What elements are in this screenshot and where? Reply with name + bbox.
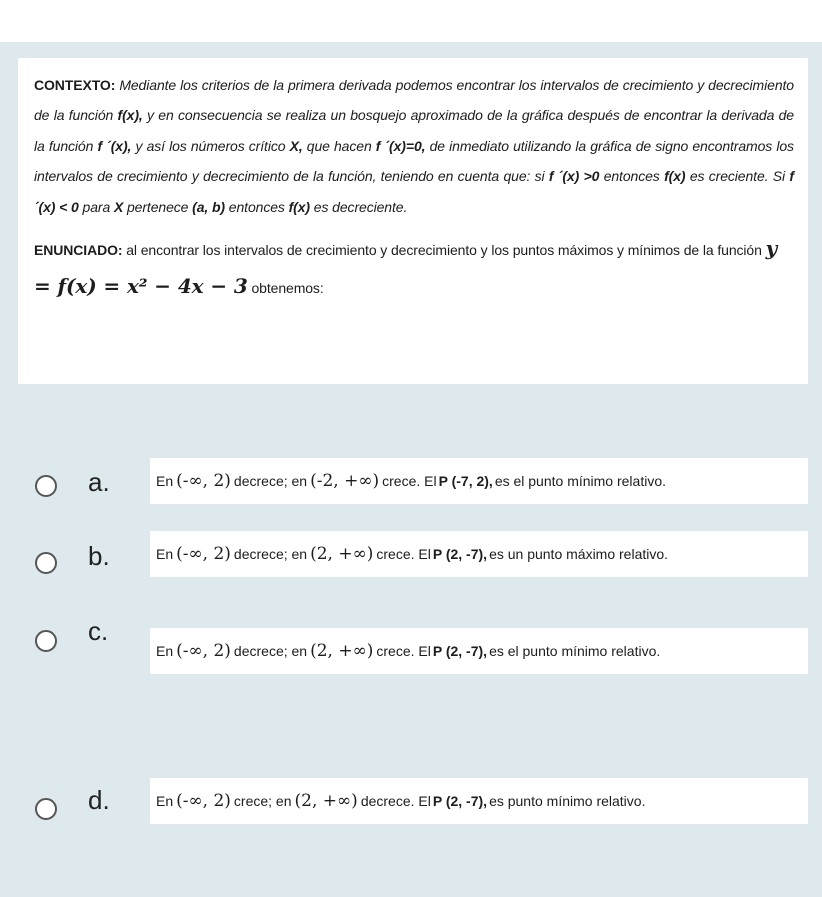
option-interval: (-∞, 2) [176, 471, 231, 491]
option-interval: (2, +∞) [310, 544, 374, 564]
context-math: X, [289, 137, 303, 154]
option-word: En [156, 546, 174, 562]
context-text: para [82, 198, 111, 215]
context-math: (a, b) [192, 198, 225, 215]
context-math: f ´(x)=0, [375, 137, 426, 154]
option-letter: d. [88, 785, 110, 815]
option-word: crece; en [233, 793, 292, 809]
option-word: En [156, 473, 174, 489]
context-text: Mediante los criterios de la primera derivada podemos encontrar los intervalos de crecimiento y decrecimiento de la función [34, 77, 794, 124]
option-interval: (-2, +∞) [310, 471, 380, 491]
option-interval: (-∞, 2) [176, 544, 231, 564]
context-text: y así los números crítico [135, 137, 286, 154]
option-word: crece. El [376, 546, 431, 562]
statement-formula: y = f(x) = x² − 4x − 3 [34, 236, 778, 299]
option-word: En [156, 793, 174, 809]
statement-label: ENUNCIADO: [34, 242, 123, 259]
option-word: es el punto mínimo relativo. [494, 473, 667, 489]
radio-option-c[interactable] [35, 630, 57, 652]
context-text: entonces [228, 198, 285, 215]
option-point: P (-7, 2), [438, 473, 493, 489]
option-word: es punto mínimo relativo. [489, 793, 646, 809]
context-text: y en consecuencia se realiza un bosquejo aproximado de la gráfica después de encontrar la derivada de la función [34, 107, 794, 154]
top-strip [0, 0, 822, 42]
option-text [150, 628, 808, 674]
option-word: crece. El [382, 473, 437, 489]
context-text: pertenece [126, 198, 189, 215]
option-word: En [156, 643, 174, 659]
option-d[interactable] [0, 776, 822, 836]
option-word: es el punto mínimo relativo. [489, 643, 661, 659]
option-letter: c. [88, 616, 109, 646]
option-b[interactable] [0, 527, 822, 587]
option-word: crece. El [376, 643, 431, 659]
option-word: es un punto máximo relativo. [489, 546, 669, 562]
context-math: f(x), [117, 107, 143, 124]
option-point: P (2, -7), [432, 793, 488, 809]
context-math: f ´(x), [97, 137, 132, 154]
option-text [150, 458, 808, 504]
statement-tail: obtenemos: [251, 280, 324, 297]
statement-text: al encontrar los intervalos de crecimiento y decrecimiento y los puntos máximos y mínimos de la función [126, 242, 762, 259]
context-text: entonces [603, 168, 660, 185]
context-text: de inmediato utilizando la gráfica de signo encontramos los intervalos de crecimiento y decrecimiento de la función, teniendo en cuenta que: si [34, 137, 794, 185]
option-word: decrece. El [360, 793, 431, 809]
radio-option-a[interactable] [35, 475, 57, 497]
context-math: f ´(x) >0 [548, 168, 600, 185]
option-word: decrece; en [233, 546, 308, 562]
option-word: decrece; en [233, 643, 308, 659]
option-point: P (2, -7), [432, 546, 488, 562]
question-card [18, 58, 808, 384]
context-text: que hacen [306, 137, 372, 154]
context-math: X [113, 198, 124, 215]
option-text [150, 531, 808, 577]
radio-option-d[interactable] [35, 798, 57, 820]
option-interval: (2, +∞) [294, 791, 358, 811]
option-interval: (-∞, 2) [176, 791, 231, 811]
option-letter: a. [88, 467, 110, 497]
context-text: es creciente. Si [689, 168, 786, 185]
option-interval: (2, +∞) [310, 641, 374, 661]
option-letter: b. [88, 541, 110, 571]
statement-paragraph [34, 230, 794, 306]
option-c[interactable] [0, 612, 822, 672]
context-math: f(x) [664, 168, 686, 185]
context-paragraph [34, 70, 794, 222]
option-point: P (2, -7), [432, 643, 488, 659]
context-math: f ´(x) < 0 [34, 168, 794, 215]
option-interval: (-∞, 2) [176, 641, 231, 661]
option-text [150, 778, 808, 824]
context-text: es decreciente. [313, 198, 408, 215]
option-a[interactable] [0, 450, 822, 510]
option-word: decrece; en [233, 473, 308, 489]
radio-option-b[interactable] [35, 552, 57, 574]
context-label: CONTEXTO: [34, 77, 116, 93]
context-math: f(x) [288, 198, 310, 215]
